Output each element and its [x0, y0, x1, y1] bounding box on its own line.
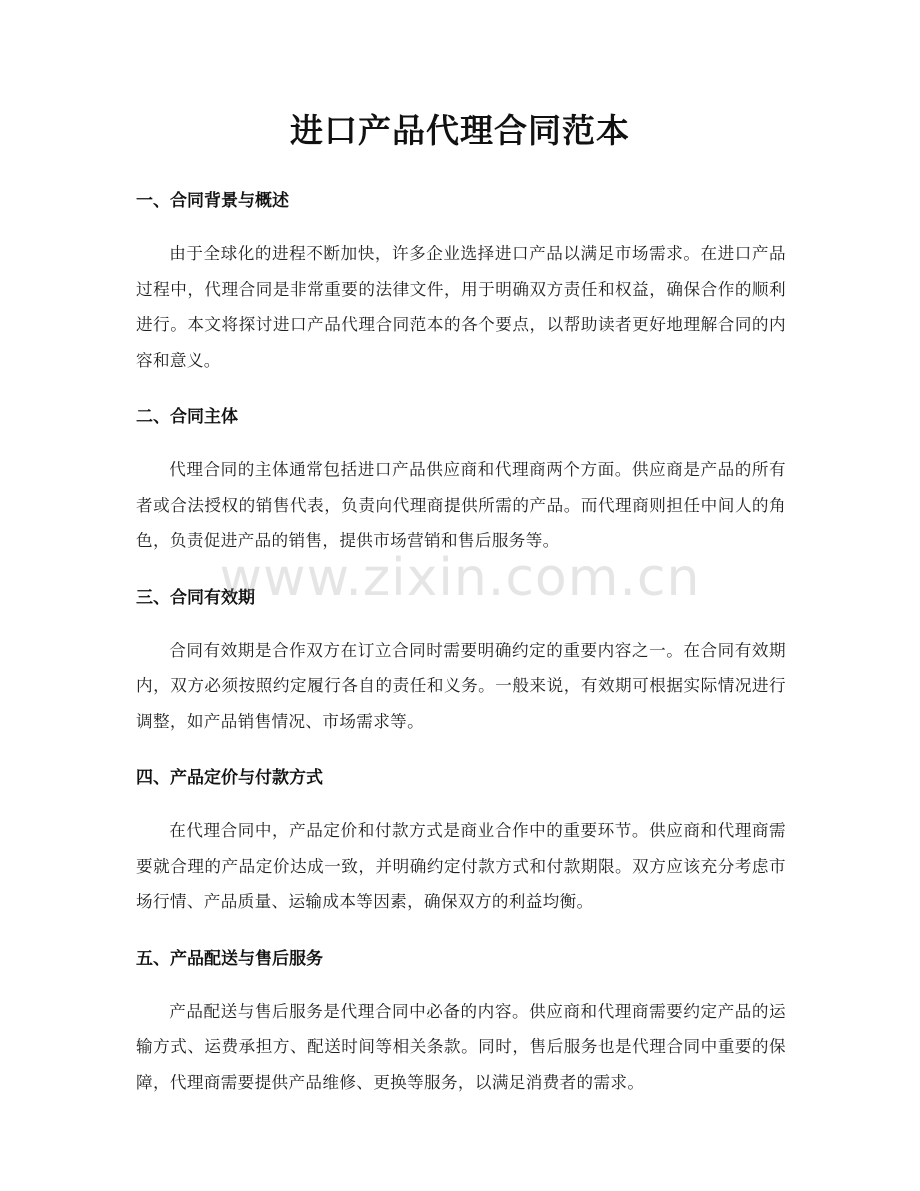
section-delivery-service: [136, 942, 786, 1101]
section-paragraph: 代理合同的主体通常包括进口产品供应商和代理商两个方面。供应商是产品的所有者或合法授权的销售代表，负责向代理商提供所需的产品。而代理商则担任中间人的角色，负责促进产品的销售，提供市场营销和售后服务等。: [136, 460, 786, 550]
section-paragraph: 由于全球化的进程不断加快，许多企业选择进口产品以满足市场需求。在进口产品过程中，代理合同是非常重要的法律文件，用于明确双方责任和权益，确保合作的顺利进行。本文将探讨进口产品代理合同范本的各个要点，以帮助读者更好地理解合同的内容和意义。: [136, 244, 786, 370]
section-background: [136, 184, 786, 378]
section-heading: 二、合同主体: [136, 407, 238, 427]
section-paragraph: 合同有效期是合作双方在订立合同时需要明确约定的重要内容之一。在合同有效期内，双方必须按照约定履行各自的责任和义务。一般来说，有效期可根据实际情况进行调整，如产品销售情况、市场需求等。: [136, 640, 786, 731]
section-pricing-payment: [136, 761, 786, 920]
document-title: 进口产品代理合同范本: [290, 111, 630, 150]
section-paragraph: 在代理合同中，产品定价和付款方式是商业合作中的重要环节。供应商和代理商需要就合理的产品定价达成一致，并明确约定付款方式和付款期限。双方应该充分考虑市场行情、产品质量、运输成本等因素，确保双方的利益均衡。: [136, 821, 786, 911]
section-heading: 四、产品定价与付款方式: [136, 768, 323, 788]
section-heading: 一、合同背景与概述: [136, 191, 289, 211]
section-paragraph: 产品配送与售后服务是代理合同中必备的内容。供应商和代理商需要约定产品的运输方式、运费承担方、配送时间等相关条款。同时，售后服务也是代理合同中重要的保障，代理商需要提供产品维修、更换等服务，以满足消费者的需求。: [136, 1001, 786, 1092]
watermark: www.zixin.com.cn: [219, 548, 701, 608]
section-heading: 三、合同有效期: [136, 587, 255, 608]
section-parties: [136, 400, 786, 559]
section-validity-period: [136, 581, 786, 740]
section-heading: 五、产品配送与售后服务: [136, 948, 323, 969]
document-content: [136, 184, 786, 1122]
